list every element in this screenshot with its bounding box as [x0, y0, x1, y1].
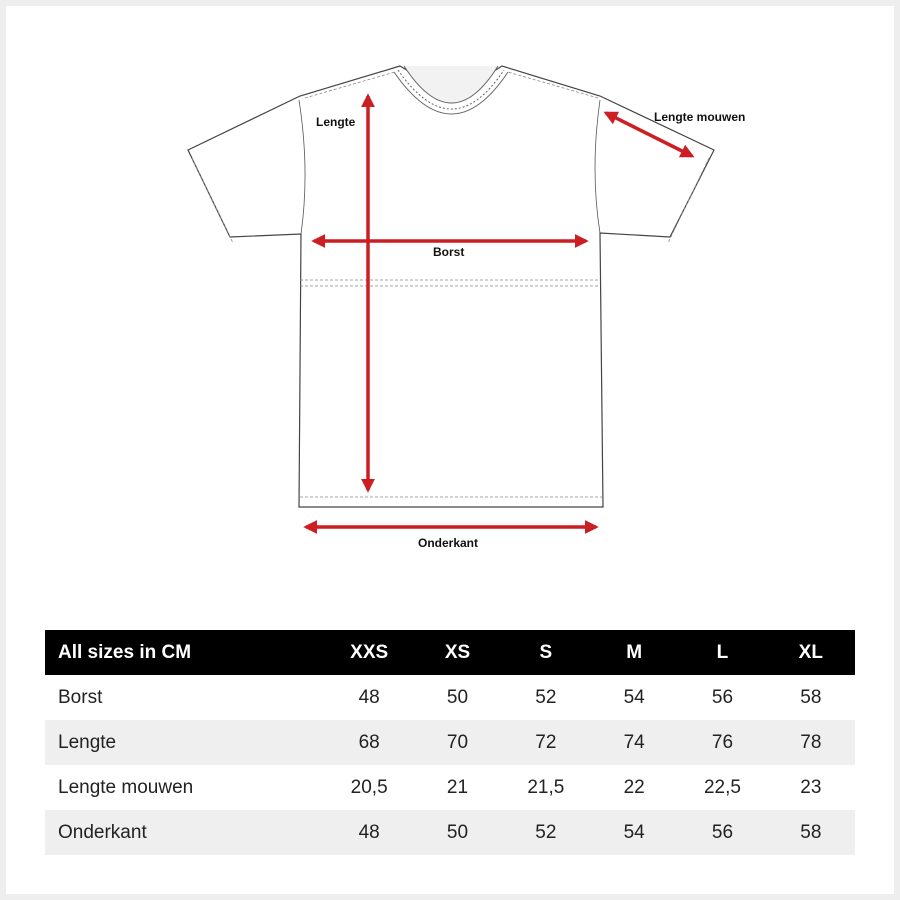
table-cell: 70 — [413, 720, 501, 765]
row-label: Lengte mouwen — [58, 776, 194, 798]
table-cell: 21,5 — [527, 776, 565, 798]
lengte-label: Lengte — [316, 115, 356, 129]
table-cell: 54 — [590, 810, 678, 855]
table-row — [45, 810, 855, 855]
table-cell: 22 — [623, 776, 645, 798]
table-cell: 54 — [623, 686, 645, 708]
table-cell: 58 — [767, 810, 855, 855]
row-label: Onderkant — [45, 810, 325, 855]
table-cell: 50 — [446, 686, 469, 708]
header-size: L — [678, 630, 766, 675]
borst-label: Borst — [433, 245, 465, 259]
table-cell: 20,5 — [350, 776, 388, 798]
row-label: Borst — [58, 686, 103, 708]
table-cell: 76 — [678, 720, 766, 765]
size-table-header — [45, 630, 855, 675]
header-size: XS — [413, 630, 501, 675]
table-cell: 72 — [502, 720, 590, 765]
header-size: XXS — [325, 630, 413, 675]
header-size: S — [502, 630, 590, 675]
table-cell: 56 — [711, 686, 734, 708]
table-row — [45, 765, 855, 810]
header-size: M — [590, 630, 678, 675]
table-cell: 48 — [358, 686, 380, 708]
table-row — [45, 720, 855, 765]
table-cell: 48 — [325, 810, 413, 855]
table-cell: 52 — [502, 810, 590, 855]
table-cell: 23 — [800, 776, 822, 798]
table-cell: 58 — [800, 686, 822, 708]
header-units: All sizes in CM — [45, 630, 325, 675]
table-cell: 52 — [535, 686, 557, 708]
table-cell: 78 — [767, 720, 855, 765]
tshirt-outline — [188, 66, 714, 507]
onderkant-label: Onderkant — [418, 536, 479, 550]
size-table — [45, 630, 855, 855]
table-row — [45, 675, 855, 720]
lengte-mouwen-label: Lengte mouwen — [654, 110, 746, 124]
table-cell: 22,5 — [703, 776, 741, 798]
table-cell: 68 — [325, 720, 413, 765]
table-cell: 50 — [413, 810, 501, 855]
table-cell: 74 — [590, 720, 678, 765]
row-label: Lengte — [45, 720, 325, 765]
header-size: XL — [767, 630, 855, 675]
table-cell: 56 — [678, 810, 766, 855]
table-cell: 21 — [446, 776, 469, 798]
